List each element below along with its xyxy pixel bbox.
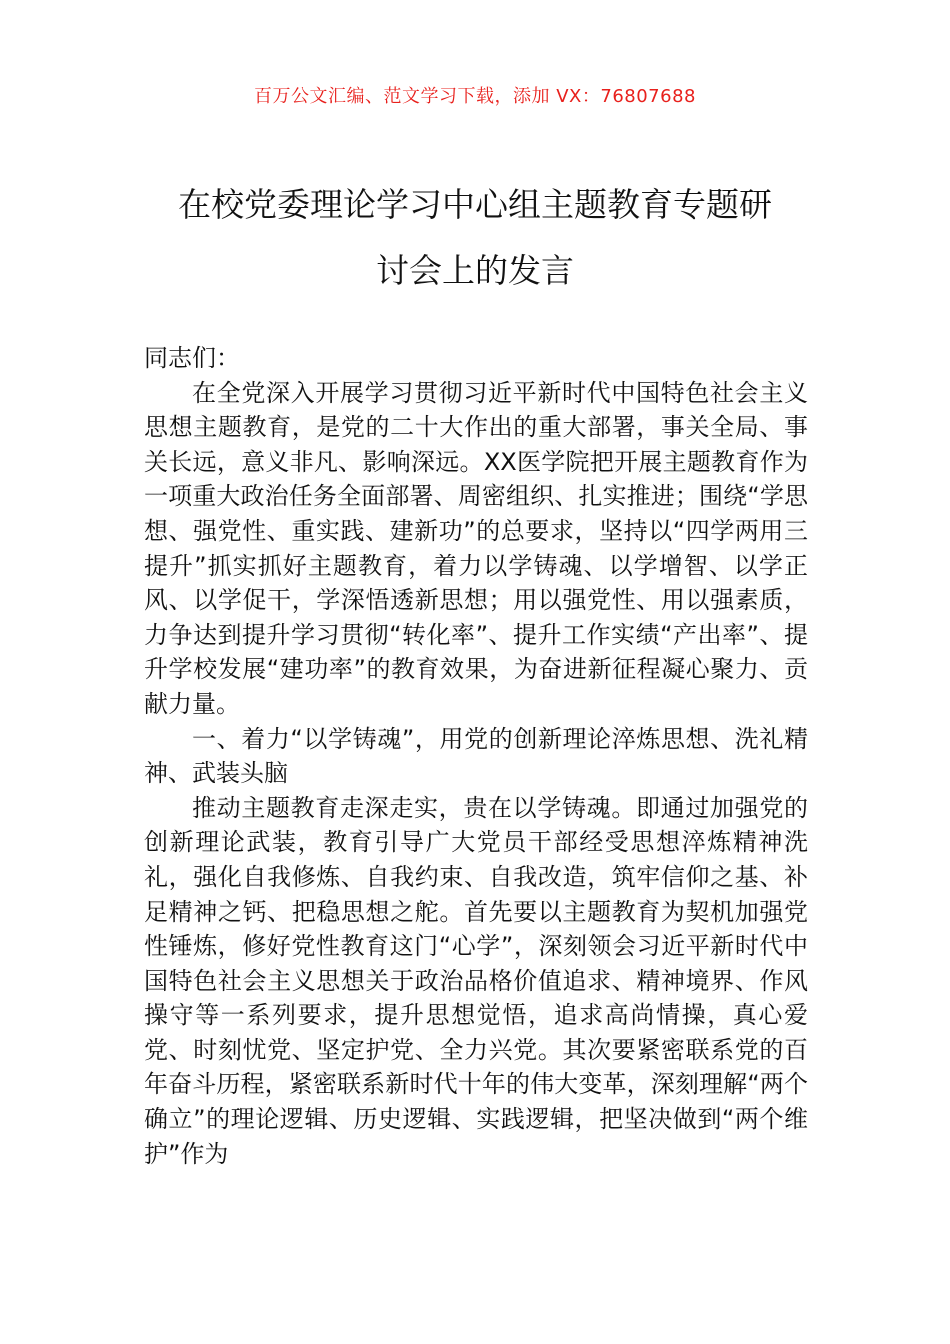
paragraph-section-1: 推动主题教育走深走实，贵在以学铸魂。即通过加强党的创新理论武装，教育引导广大党员干部经受思想淬炼精神洗礼，强化自我修炼、自我约束、自我改造，筑牢信仰之基、补足精神之钙、把稳思想之舵。首先要以主题教育为契机加强党性锤炼，修好党性教育这门“心学”，深刻领会习近平新时代中国特色社会主义思想关于政治品格价值追求、精神境界、作风操守等一系列要求，提升思想觉悟，追求高尚情操，真心爱党、时刻忧党、坚定护党、全力兴党。其次要紧密联系党的百年奋斗历程，紧密联系新时代十年的伟大变革，深刻理解“两个确立”的理论逻辑、历史逻辑、实践逻辑，把坚决做到“两个维护”作为 <box>144 793 808 1168</box>
paragraph-intro: 在全党深入开展学习贯彻习近平新时代中国特色社会主义思想主题教育，是党的二十大作出的重大部署，事关全局、事关长远，意义非凡、影响深远。XX医学院把开展主题教育作为一项重大政治任务全面部署、周密组织、扎实推进；围绕“学思想、强党性、重实践、建新功”的总要求，坚持以“四学两用三提升”抓实抓好主题教育，着力以学铸魂、以学增智、以学正风、以学促干，学深悟透新思想；用以强党性、用以强素质，力争达到提升学习贯彻“转化率”、提升工作实绩“产出率”、提升学校发展“建功率”的教育效果，为奋进新征程凝心聚力、贡献力量。 <box>144 378 808 718</box>
document-body <box>144 341 808 1171</box>
document-title <box>140 172 810 304</box>
title-line-1: 在校党委理论学习中心组主题教育专题研 <box>178 185 772 224</box>
salutation: 同志们： <box>144 344 240 372</box>
title-line-2: 讨会上的发言 <box>376 251 574 290</box>
header-banner: 百万公文汇编、范文学习下载，添加 VX：76807688 <box>254 86 696 107</box>
section-heading-1: 一、着力“以学铸魂”，用党的创新理论淬炼思想、洗礼精神、武装头脑 <box>144 724 808 788</box>
